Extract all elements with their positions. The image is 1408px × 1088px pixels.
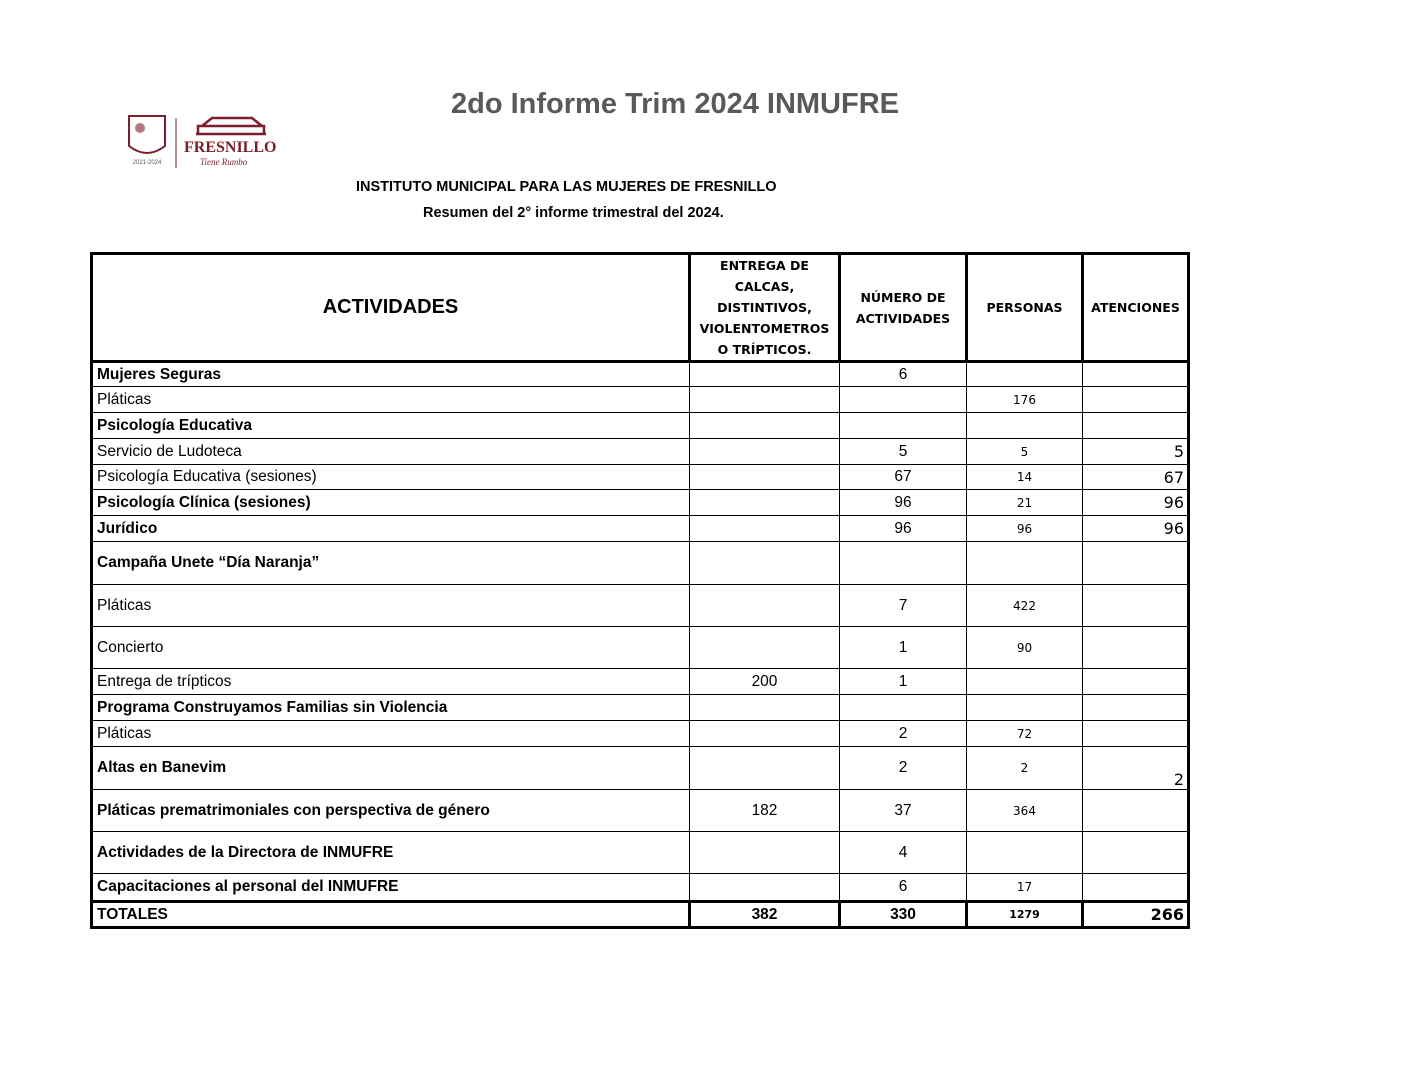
personas-cell [967, 542, 1083, 585]
header-actividades: ACTIVIDADES [92, 254, 690, 362]
personas-cell [967, 669, 1083, 695]
atenciones-cell [1083, 790, 1189, 832]
table-row [92, 465, 1189, 490]
entrega-cell [690, 439, 840, 465]
actividades-cell: 6 [840, 362, 967, 387]
table-row [92, 747, 1189, 790]
actividades-cell: 37 [840, 790, 967, 832]
institution-name: INSTITUTO MUNICIPAL PARA LAS MUJERES DE FRESNILLO [356, 179, 777, 195]
activity-label: Concierto [92, 627, 690, 669]
table-row [92, 387, 1189, 413]
activities-table [90, 252, 1190, 929]
activity-label: Entrega de trípticos [92, 669, 690, 695]
table-body [92, 362, 1189, 928]
actividades-cell: 96 [840, 516, 967, 542]
atenciones-cell [1083, 413, 1189, 439]
entrega-cell [690, 874, 840, 902]
atenciones-cell [1083, 585, 1189, 627]
document-title: 2do Informe Trim 2024 INMUFRE [451, 88, 899, 120]
actividades-cell: 6 [840, 874, 967, 902]
actividades-cell [840, 542, 967, 585]
personas-cell: 5 [967, 439, 1083, 465]
entrega-cell [690, 387, 840, 413]
actividades-cell: 7 [840, 585, 967, 627]
actividades-cell: 67 [840, 465, 967, 490]
entrega-cell [690, 747, 840, 790]
actividades-cell: 1 [840, 669, 967, 695]
personas-cell [967, 832, 1083, 874]
personas-cell: 96 [967, 516, 1083, 542]
activity-label: Campaña Unete “Día Naranja” [92, 542, 690, 585]
atenciones-cell [1083, 627, 1189, 669]
personas-cell: 422 [967, 585, 1083, 627]
actividades-cell [840, 413, 967, 439]
actividades-cell: 96 [840, 490, 967, 516]
atenciones-cell: 2 [1083, 747, 1189, 790]
atenciones-cell [1083, 874, 1189, 902]
activity-label: Pláticas prematrimoniales con perspectiva de género [92, 790, 690, 832]
total-personas: 1279 [967, 902, 1083, 928]
personas-cell: 90 [967, 627, 1083, 669]
total-actividades: 330 [840, 902, 967, 928]
total-entrega: 382 [690, 902, 840, 928]
entrega-cell [690, 695, 840, 721]
table-row [92, 669, 1189, 695]
actividades-cell [840, 695, 967, 721]
atenciones-cell [1083, 695, 1189, 721]
table-row [92, 542, 1189, 585]
table-row [92, 516, 1189, 542]
personas-cell [967, 413, 1083, 439]
actividades-cell [840, 387, 967, 413]
atenciones-cell: 96 [1083, 516, 1189, 542]
svg-text:2021-2024: 2021-2024 [132, 160, 162, 166]
entrega-cell [690, 721, 840, 747]
table-row [92, 832, 1189, 874]
report-subtitle: Resumen del 2° informe trimestral del 2024. [423, 205, 724, 221]
activity-label: Psicología Educativa (sesiones) [92, 465, 690, 490]
actividades-cell: 5 [840, 439, 967, 465]
activity-label: Psicología Clínica (sesiones) [92, 490, 690, 516]
entrega-cell [690, 516, 840, 542]
table-row [92, 490, 1189, 516]
personas-cell: 364 [967, 790, 1083, 832]
table-row [92, 627, 1189, 669]
activity-label: Altas en Banevim [92, 747, 690, 790]
table-row [92, 439, 1189, 465]
atenciones-cell: 67 [1083, 465, 1189, 490]
atenciones-cell [1083, 669, 1189, 695]
personas-cell [967, 695, 1083, 721]
table-row [92, 413, 1189, 439]
svg-text:Tiene Rumbo: Tiene Rumbo [200, 157, 248, 167]
atenciones-cell: 96 [1083, 490, 1189, 516]
atenciones-cell: 5 [1083, 439, 1189, 465]
personas-cell: 176 [967, 387, 1083, 413]
entrega-cell [690, 490, 840, 516]
activity-label: Mujeres Seguras [92, 362, 690, 387]
activity-label: Psicología Educativa [92, 413, 690, 439]
atenciones-cell [1083, 542, 1189, 585]
entrega-cell [690, 627, 840, 669]
personas-cell [967, 362, 1083, 387]
totals-row [92, 902, 1189, 928]
personas-cell: 17 [967, 874, 1083, 902]
entrega-cell [690, 542, 840, 585]
header-entrega: ENTREGA DE CALCAS, DISTINTIVOS, VIOLENTOMETROS O TRÍPTICOS. [690, 254, 840, 362]
actividades-cell: 4 [840, 832, 967, 874]
entrega-cell [690, 465, 840, 490]
table-row [92, 721, 1189, 747]
personas-cell: 14 [967, 465, 1083, 490]
table-row [92, 874, 1189, 902]
entrega-cell [690, 413, 840, 439]
actividades-cell: 2 [840, 747, 967, 790]
atenciones-cell [1083, 362, 1189, 387]
activity-label: Pláticas [92, 585, 690, 627]
activity-label: Programa Construyamos Familias sin Violencia [92, 695, 690, 721]
personas-cell: 2 [967, 747, 1083, 790]
table-row [92, 362, 1189, 387]
actividades-cell: 2 [840, 721, 967, 747]
activity-label: Servicio de Ludoteca [92, 439, 690, 465]
entrega-cell [690, 832, 840, 874]
svg-text:FRESNILLO: FRESNILLO [184, 139, 277, 156]
table-row [92, 585, 1189, 627]
atenciones-cell [1083, 832, 1189, 874]
entrega-cell: 182 [690, 790, 840, 832]
header-row [92, 254, 1189, 362]
total-atenciones: 266 [1083, 902, 1189, 928]
activity-label: Capacitaciones al personal del INMUFRE [92, 874, 690, 902]
header-numero-actividades: NÚMERO DE ACTIVIDADES [840, 254, 967, 362]
fresnillo-logo [124, 112, 284, 172]
totals-label: TOTALES [92, 902, 690, 928]
personas-cell: 72 [967, 721, 1083, 747]
activity-label: Pláticas [92, 721, 690, 747]
activity-label: Jurídico [92, 516, 690, 542]
activity-label: Actividades de la Directora de INMUFRE [92, 832, 690, 874]
header-atenciones: ATENCIONES [1083, 254, 1189, 362]
atenciones-cell [1083, 387, 1189, 413]
personas-cell: 21 [967, 490, 1083, 516]
atenciones-cell [1083, 721, 1189, 747]
activity-label: Pláticas [92, 387, 690, 413]
entrega-cell: 200 [690, 669, 840, 695]
table-row [92, 790, 1189, 832]
entrega-cell [690, 362, 840, 387]
table-row [92, 695, 1189, 721]
header-personas: PERSONAS [967, 254, 1083, 362]
entrega-cell [690, 585, 840, 627]
actividades-cell: 1 [840, 627, 967, 669]
